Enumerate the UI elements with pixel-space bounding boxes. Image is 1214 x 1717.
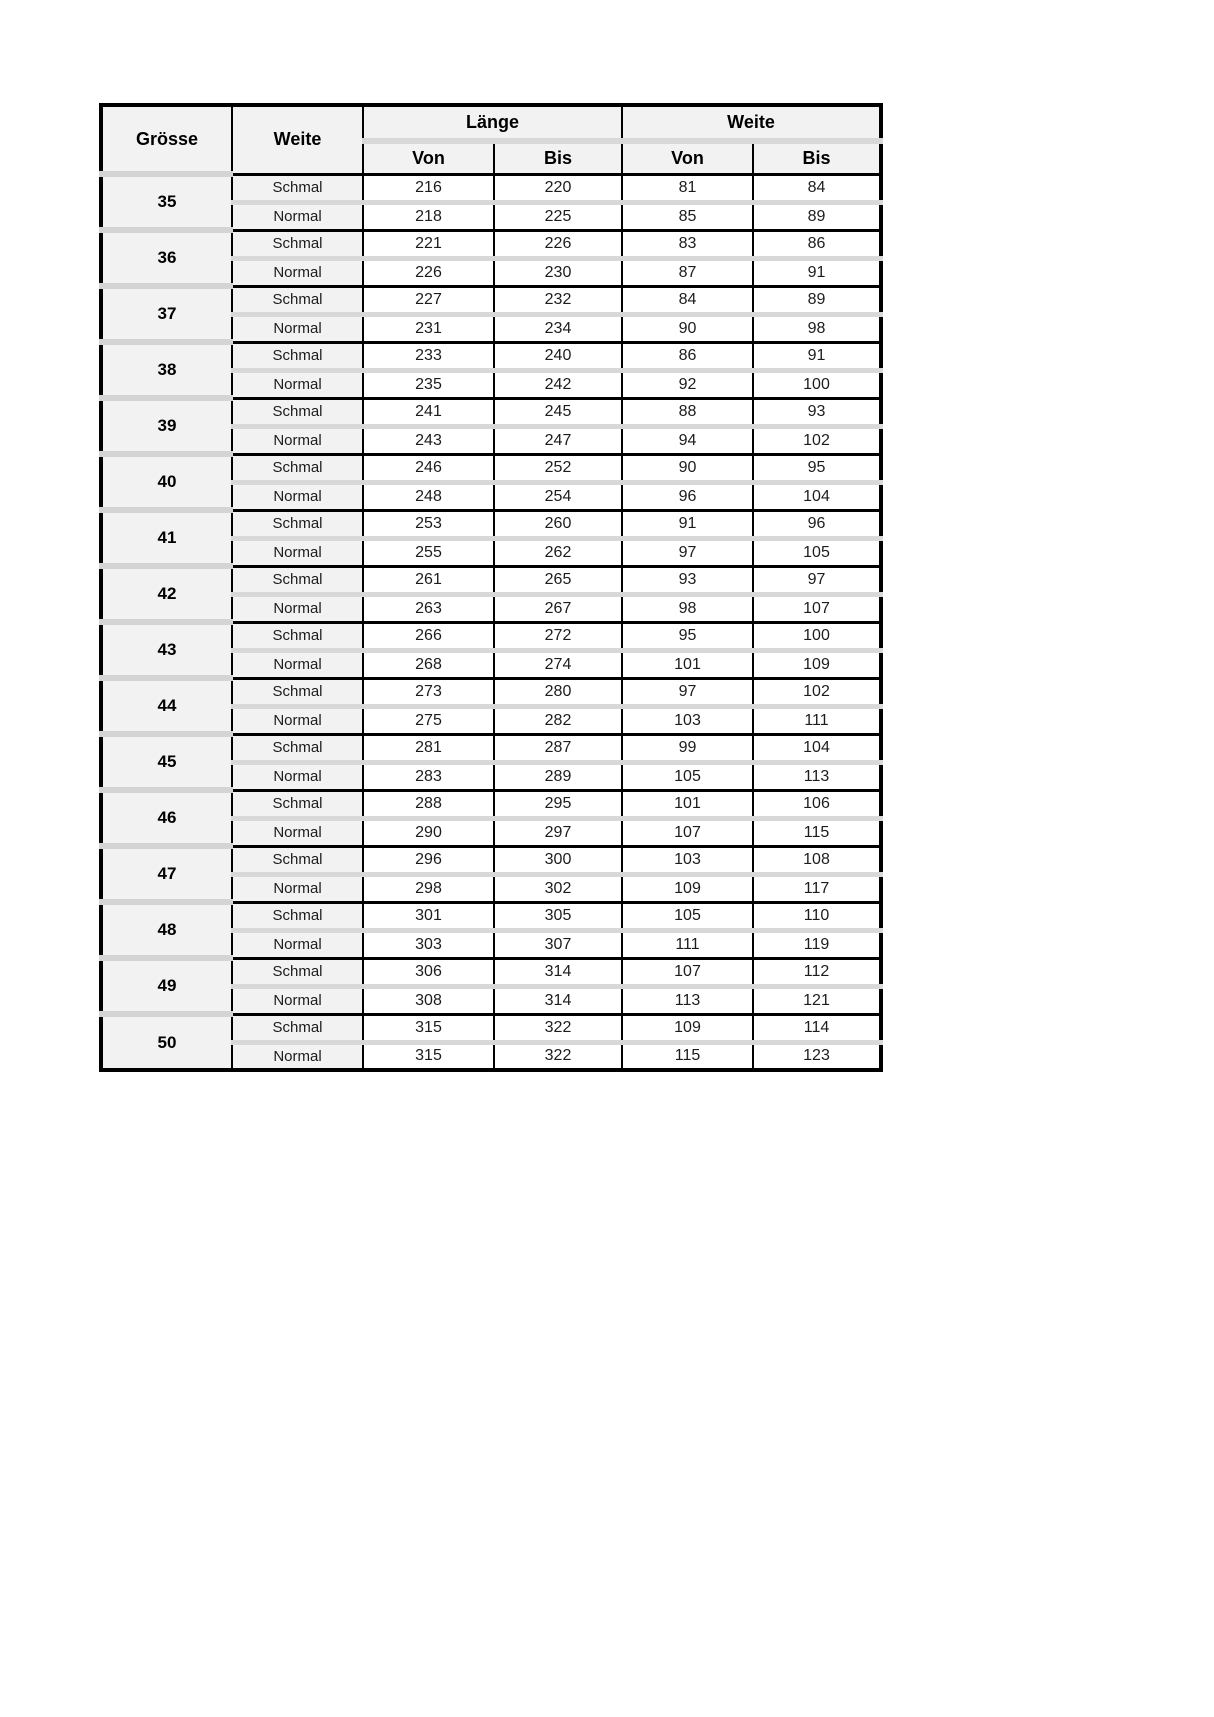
weite-bis-cell: 105	[753, 538, 881, 566]
width-type-cell: Schmal	[232, 286, 363, 314]
weite-von-cell: 103	[622, 706, 753, 734]
laenge-bis-cell: 232	[494, 286, 622, 314]
header-row-groups	[101, 105, 881, 141]
weite-bis-cell: 108	[753, 846, 881, 874]
weite-von-cell: 86	[622, 342, 753, 370]
width-type-cell: Schmal	[232, 958, 363, 986]
size-chart	[99, 103, 883, 1072]
table-row	[101, 510, 881, 538]
laenge-bis-cell: 240	[494, 342, 622, 370]
table-header	[101, 105, 881, 174]
weite-von-cell: 85	[622, 202, 753, 230]
width-type-cell: Schmal	[232, 622, 363, 650]
laenge-bis-cell: 307	[494, 930, 622, 958]
weite-bis-cell: 95	[753, 454, 881, 482]
weite-von-cell: 81	[622, 174, 753, 202]
laenge-von-cell: 261	[363, 566, 494, 594]
weite-von-cell: 97	[622, 538, 753, 566]
table-row	[101, 454, 881, 482]
laenge-bis-cell: 267	[494, 594, 622, 622]
table-row	[101, 734, 881, 762]
laenge-bis-cell: 295	[494, 790, 622, 818]
laenge-bis-cell: 234	[494, 314, 622, 342]
weite-bis-cell: 86	[753, 230, 881, 258]
width-type-cell: Normal	[232, 706, 363, 734]
width-type-cell: Schmal	[232, 902, 363, 930]
laenge-bis-cell: 254	[494, 482, 622, 510]
width-type-cell: Schmal	[232, 342, 363, 370]
laenge-von-cell: 255	[363, 538, 494, 566]
weite-bis-cell: 121	[753, 986, 881, 1014]
weite-bis-cell: 100	[753, 370, 881, 398]
weite-bis-cell: 96	[753, 510, 881, 538]
weite-bis-cell: 106	[753, 790, 881, 818]
laenge-bis-cell: 225	[494, 202, 622, 230]
size-cell: 45	[101, 734, 232, 790]
weite-bis-cell: 97	[753, 566, 881, 594]
table-row	[101, 398, 881, 426]
weite-von-cell: 96	[622, 482, 753, 510]
weite-von-cell: 115	[622, 1042, 753, 1070]
width-type-cell: Schmal	[232, 678, 363, 706]
width-type-cell: Schmal	[232, 566, 363, 594]
laenge-von-cell: 241	[363, 398, 494, 426]
weite-bis-cell: 119	[753, 930, 881, 958]
weite-von-cell: 91	[622, 510, 753, 538]
table-row	[101, 790, 881, 818]
weite-bis-cell: 100	[753, 622, 881, 650]
width-type-cell: Normal	[232, 650, 363, 678]
size-cell: 36	[101, 230, 232, 286]
laenge-von-cell: 216	[363, 174, 494, 202]
laenge-bis-cell: 300	[494, 846, 622, 874]
weite-von-cell: 87	[622, 258, 753, 286]
table-row	[101, 286, 881, 314]
laenge-von-cell: 290	[363, 818, 494, 846]
table-row	[101, 566, 881, 594]
width-type-cell: Normal	[232, 202, 363, 230]
laenge-von-cell: 243	[363, 426, 494, 454]
laenge-bis-cell: 230	[494, 258, 622, 286]
weite-bis-cell: 110	[753, 902, 881, 930]
size-table	[99, 103, 883, 1072]
laenge-von-cell: 281	[363, 734, 494, 762]
width-type-cell: Normal	[232, 594, 363, 622]
weite-bis-cell: 98	[753, 314, 881, 342]
laenge-von-cell: 246	[363, 454, 494, 482]
weite-von-cell: 109	[622, 1014, 753, 1042]
width-type-cell: Normal	[232, 426, 363, 454]
weite-bis-cell: 104	[753, 734, 881, 762]
laenge-von-cell: 266	[363, 622, 494, 650]
laenge-von-cell: 315	[363, 1014, 494, 1042]
weite-von-cell: 111	[622, 930, 753, 958]
width-type-cell: Normal	[232, 874, 363, 902]
width-type-cell: Schmal	[232, 454, 363, 482]
width-type-cell: Schmal	[232, 398, 363, 426]
weite-von-cell: 113	[622, 986, 753, 1014]
subheader-laenge-bis: Bis	[494, 141, 622, 174]
weite-bis-cell: 113	[753, 762, 881, 790]
weite-von-cell: 97	[622, 678, 753, 706]
weite-von-cell: 93	[622, 566, 753, 594]
table-row	[101, 174, 881, 202]
size-cell: 40	[101, 454, 232, 510]
weite-bis-cell: 89	[753, 202, 881, 230]
weite-bis-cell: 89	[753, 286, 881, 314]
weite-von-cell: 90	[622, 314, 753, 342]
table-row	[101, 902, 881, 930]
laenge-bis-cell: 245	[494, 398, 622, 426]
weite-von-cell: 88	[622, 398, 753, 426]
laenge-von-cell: 235	[363, 370, 494, 398]
weite-bis-cell: 102	[753, 426, 881, 454]
size-cell: 38	[101, 342, 232, 398]
laenge-von-cell: 298	[363, 874, 494, 902]
width-type-cell: Schmal	[232, 510, 363, 538]
laenge-bis-cell: 260	[494, 510, 622, 538]
size-cell: 41	[101, 510, 232, 566]
weite-von-cell: 92	[622, 370, 753, 398]
laenge-von-cell: 231	[363, 314, 494, 342]
laenge-von-cell: 233	[363, 342, 494, 370]
size-cell: 46	[101, 790, 232, 846]
laenge-bis-cell: 252	[494, 454, 622, 482]
laenge-bis-cell: 242	[494, 370, 622, 398]
laenge-bis-cell: 302	[494, 874, 622, 902]
table-row	[101, 958, 881, 986]
size-cell: 48	[101, 902, 232, 958]
table-row	[101, 678, 881, 706]
width-type-cell: Schmal	[232, 230, 363, 258]
laenge-von-cell: 275	[363, 706, 494, 734]
width-type-cell: Normal	[232, 370, 363, 398]
laenge-bis-cell: 297	[494, 818, 622, 846]
weite-bis-cell: 91	[753, 258, 881, 286]
weite-von-cell: 101	[622, 790, 753, 818]
laenge-bis-cell: 282	[494, 706, 622, 734]
size-cell: 37	[101, 286, 232, 342]
weite-bis-cell: 91	[753, 342, 881, 370]
laenge-bis-cell: 322	[494, 1042, 622, 1070]
weite-von-cell: 95	[622, 622, 753, 650]
weite-bis-cell: 84	[753, 174, 881, 202]
laenge-von-cell: 253	[363, 510, 494, 538]
width-type-cell: Normal	[232, 482, 363, 510]
laenge-bis-cell: 262	[494, 538, 622, 566]
width-type-cell: Normal	[232, 258, 363, 286]
weite-bis-cell: 114	[753, 1014, 881, 1042]
column-header-weite: Weite	[232, 105, 363, 174]
size-cell: 49	[101, 958, 232, 1014]
laenge-von-cell: 308	[363, 986, 494, 1014]
weite-bis-cell: 104	[753, 482, 881, 510]
weite-bis-cell: 107	[753, 594, 881, 622]
table-row	[101, 846, 881, 874]
weite-bis-cell: 109	[753, 650, 881, 678]
column-header-groesse: Grösse	[101, 105, 232, 174]
weite-bis-cell: 111	[753, 706, 881, 734]
width-type-cell: Normal	[232, 818, 363, 846]
subheader-weite-bis: Bis	[753, 141, 881, 174]
laenge-von-cell: 226	[363, 258, 494, 286]
laenge-von-cell: 268	[363, 650, 494, 678]
laenge-bis-cell: 220	[494, 174, 622, 202]
width-type-cell: Normal	[232, 538, 363, 566]
laenge-von-cell: 218	[363, 202, 494, 230]
table-row	[101, 230, 881, 258]
weite-von-cell: 107	[622, 958, 753, 986]
width-type-cell: Schmal	[232, 1014, 363, 1042]
width-type-cell: Normal	[232, 314, 363, 342]
weite-von-cell: 84	[622, 286, 753, 314]
width-type-cell: Schmal	[232, 734, 363, 762]
group-header-laenge: Länge	[363, 105, 622, 141]
laenge-von-cell: 303	[363, 930, 494, 958]
size-table-body	[101, 174, 881, 1070]
size-cell: 39	[101, 398, 232, 454]
laenge-bis-cell: 289	[494, 762, 622, 790]
width-type-cell: Normal	[232, 1042, 363, 1070]
laenge-von-cell: 248	[363, 482, 494, 510]
weite-von-cell: 101	[622, 650, 753, 678]
laenge-von-cell: 315	[363, 1042, 494, 1070]
laenge-bis-cell: 247	[494, 426, 622, 454]
size-cell: 43	[101, 622, 232, 678]
laenge-von-cell: 306	[363, 958, 494, 986]
weite-bis-cell: 93	[753, 398, 881, 426]
weite-von-cell: 105	[622, 762, 753, 790]
laenge-bis-cell: 274	[494, 650, 622, 678]
size-cell: 42	[101, 566, 232, 622]
laenge-von-cell: 227	[363, 286, 494, 314]
table-row	[101, 1014, 881, 1042]
laenge-von-cell: 301	[363, 902, 494, 930]
laenge-von-cell: 263	[363, 594, 494, 622]
weite-von-cell: 105	[622, 902, 753, 930]
laenge-von-cell: 288	[363, 790, 494, 818]
laenge-bis-cell: 272	[494, 622, 622, 650]
table-row	[101, 622, 881, 650]
weite-von-cell: 98	[622, 594, 753, 622]
weite-von-cell: 109	[622, 874, 753, 902]
width-type-cell: Normal	[232, 986, 363, 1014]
weite-bis-cell: 117	[753, 874, 881, 902]
laenge-bis-cell: 314	[494, 986, 622, 1014]
table-row	[101, 342, 881, 370]
size-cell: 44	[101, 678, 232, 734]
laenge-von-cell: 283	[363, 762, 494, 790]
width-type-cell: Normal	[232, 930, 363, 958]
width-type-cell: Normal	[232, 762, 363, 790]
weite-von-cell: 103	[622, 846, 753, 874]
laenge-bis-cell: 226	[494, 230, 622, 258]
group-header-weite: Weite	[622, 105, 881, 141]
subheader-laenge-von: Von	[363, 141, 494, 174]
weite-von-cell: 90	[622, 454, 753, 482]
weite-von-cell: 94	[622, 426, 753, 454]
weite-bis-cell: 112	[753, 958, 881, 986]
weite-bis-cell: 115	[753, 818, 881, 846]
laenge-von-cell: 221	[363, 230, 494, 258]
weite-von-cell: 83	[622, 230, 753, 258]
laenge-bis-cell: 265	[494, 566, 622, 594]
weite-von-cell: 107	[622, 818, 753, 846]
laenge-bis-cell: 322	[494, 1014, 622, 1042]
laenge-bis-cell: 280	[494, 678, 622, 706]
weite-bis-cell: 102	[753, 678, 881, 706]
laenge-bis-cell: 287	[494, 734, 622, 762]
weite-von-cell: 99	[622, 734, 753, 762]
size-cell: 50	[101, 1014, 232, 1070]
laenge-bis-cell: 305	[494, 902, 622, 930]
laenge-von-cell: 273	[363, 678, 494, 706]
laenge-bis-cell: 314	[494, 958, 622, 986]
width-type-cell: Schmal	[232, 790, 363, 818]
weite-bis-cell: 123	[753, 1042, 881, 1070]
size-cell: 35	[101, 174, 232, 230]
laenge-von-cell: 296	[363, 846, 494, 874]
subheader-weite-von: Von	[622, 141, 753, 174]
size-cell: 47	[101, 846, 232, 902]
width-type-cell: Schmal	[232, 174, 363, 202]
width-type-cell: Schmal	[232, 846, 363, 874]
